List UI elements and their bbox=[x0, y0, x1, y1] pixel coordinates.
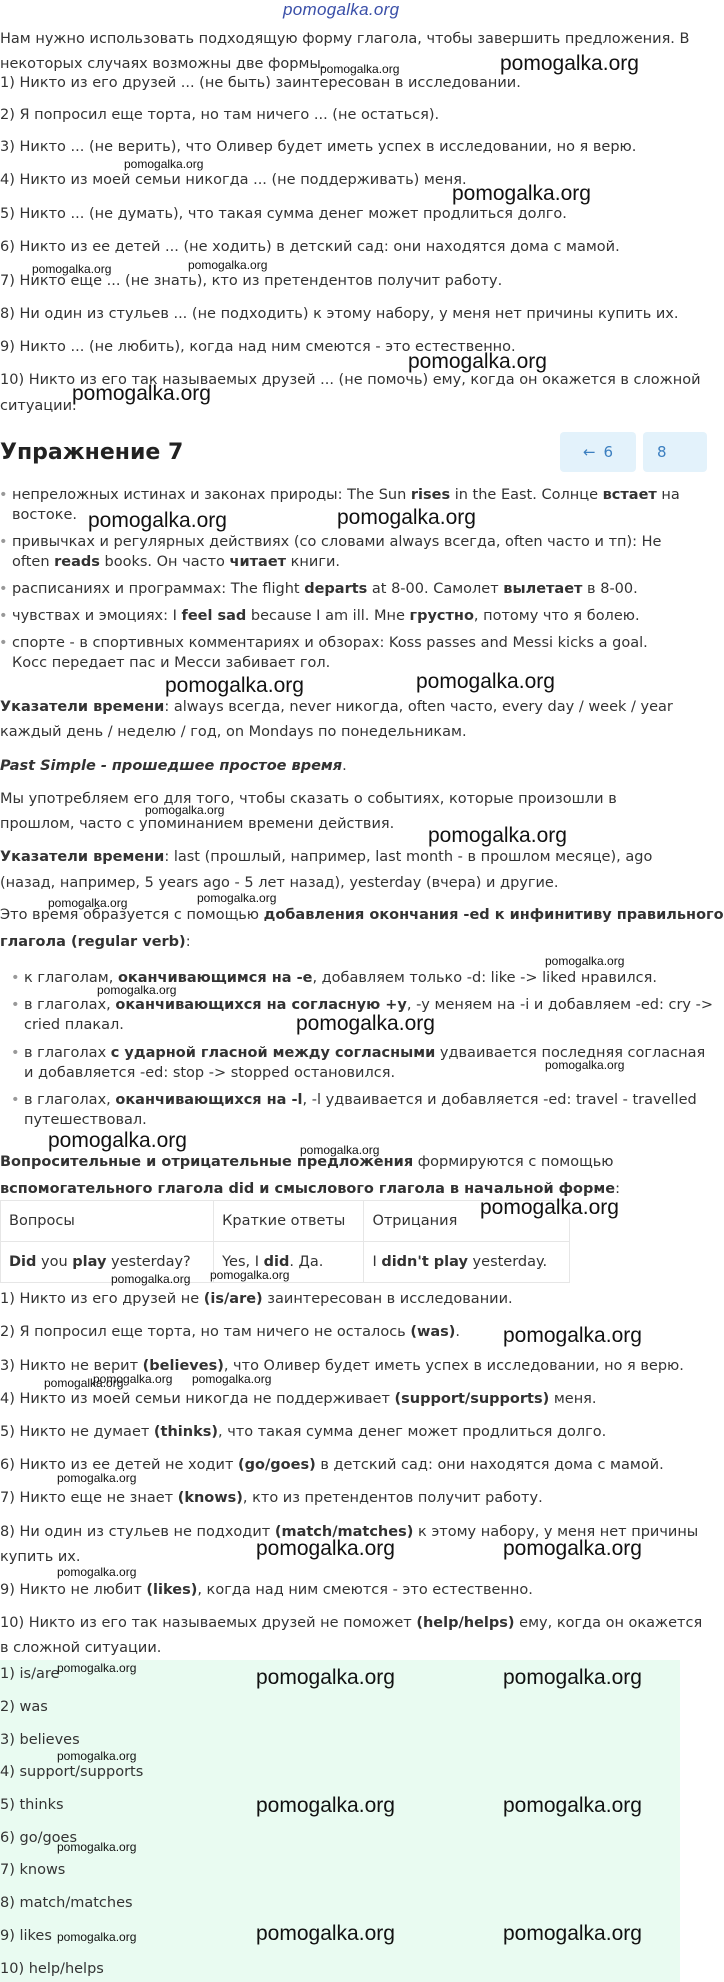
watermark: pomogalka.org bbox=[197, 891, 277, 905]
solution-line: 6) Никто из ее детей не ходит (go/goes) в детский сад: они находятся дома с мамой. bbox=[0, 1457, 664, 1473]
intro-line: Нам нужно использовать подходящую форму глагола, чтобы завершить предложения. В bbox=[0, 31, 690, 47]
solution-line: 8) Ни один из стульев не подходит (match/matches) к этому набору, у меня нет причины bbox=[0, 1524, 699, 1540]
watermark: pomogalka.org bbox=[256, 1537, 395, 1560]
time-markers-cont: каждый день / неделю / год, on Mondays по понедельникам. bbox=[0, 724, 467, 740]
watermark: pomogalka.org bbox=[97, 983, 177, 997]
watermark: pomogalka.org bbox=[296, 1012, 435, 1035]
list-item: • привычках и регулярных действиях (со словами always всегда, often часто и тп): He bbox=[12, 533, 661, 551]
watermark: pomogalka.org bbox=[480, 1196, 619, 1219]
list-item: • в глаголах, оканчивающихся на согласную +y, -у меняем на -i и добавляем -ed: cry -> bbox=[24, 996, 713, 1014]
list-item-cont: востоке. bbox=[12, 507, 77, 523]
solution-line: 3) Никто не верит (believes), что Оливер будет иметь успех в исследовании, но я верю. bbox=[0, 1358, 684, 1374]
time-markers-cont: (назад, например, 5 years ago - 5 лет назад), yesterday (вчера) и другие. bbox=[0, 875, 559, 891]
table-cell: Did you play yesterday? bbox=[1, 1242, 214, 1283]
watermark: pomogalka.org bbox=[192, 1372, 272, 1386]
next-exercise-number: 8 bbox=[657, 443, 667, 461]
watermark: pomogalka.org bbox=[124, 157, 204, 171]
time-markers: Указатели времени: last (прошлый, например, last month - в прошлом месяце), ago bbox=[0, 849, 653, 865]
watermark: pomogalka.org bbox=[256, 1922, 395, 1945]
table-cell: Yes, I did. Да. bbox=[214, 1242, 364, 1283]
next-exercise-button[interactable] bbox=[643, 432, 707, 472]
watermark: pomogalka.org bbox=[503, 1922, 642, 1945]
prev-exercise-button[interactable] bbox=[560, 432, 636, 472]
solution-line: 10) Никто из его так называемых друзей не поможет (help/helps) ему, когда он окажется bbox=[0, 1615, 703, 1631]
intro-line: некоторых случаях возможны две формы. bbox=[0, 56, 326, 72]
intro-line: 3) Никто ... (не верить), что Оливер будет иметь успех в исследовании, но я верю. bbox=[0, 139, 637, 155]
solution-line: 5) Никто не думает (thinks), что такая сумма денег может продлиться долго. bbox=[0, 1424, 607, 1440]
intro-line: 1) Никто из его друзей ... (не быть) заинтересован в исследовании. bbox=[0, 75, 521, 91]
solution-line: 1) Никто из его друзей не (is/are) заинтересован в исследовании. bbox=[0, 1291, 513, 1307]
exercise-title: Упражнение 7 bbox=[0, 440, 184, 465]
answer-item: 9) likes bbox=[0, 1928, 52, 1944]
watermark: pomogalka.org bbox=[320, 62, 400, 76]
watermark: pomogalka.org bbox=[210, 1268, 290, 1282]
watermark: pomogalka.org bbox=[165, 674, 304, 697]
watermark: pomogalka.org bbox=[256, 1666, 395, 1689]
past-simple-title: Past Simple - прошедшее простое время. bbox=[0, 758, 347, 774]
list-item: • спорте - в спортивных комментариях и обзорах: Koss passes and Messi kicks a goal. bbox=[12, 634, 648, 652]
intro-line: 7) Никто еще ... (не знать), кто из претендентов получит работу. bbox=[0, 273, 503, 289]
watermark: pomogalka.org bbox=[256, 1794, 395, 1817]
table-cell: I didn't play yesterday. bbox=[364, 1242, 570, 1283]
table-header: Краткие ответы bbox=[214, 1201, 364, 1242]
questions-rule-cont: вспомогательного глагола did и смыслового глагола в начальной форме: bbox=[0, 1181, 620, 1197]
table-header: Вопросы bbox=[1, 1201, 214, 1242]
watermark: pomogalka.org bbox=[48, 1129, 187, 1152]
watermark: pomogalka.org bbox=[44, 1376, 124, 1390]
solution-line-cont: купить их. bbox=[0, 1549, 81, 1565]
answer-item: 10) help/helps bbox=[0, 1961, 104, 1977]
watermark: pomogalka.org bbox=[300, 1143, 380, 1157]
answer-item: 7) knows bbox=[0, 1862, 66, 1878]
intro-line: ситуации. bbox=[0, 398, 77, 414]
list-item: • чувствах и эмоциях: I feel sad because I am ill. Мне грустно, потому что я болею. bbox=[12, 607, 640, 625]
watermark: pomogalka.org bbox=[452, 182, 591, 205]
arrow-left-icon: ← bbox=[582, 443, 596, 461]
paragraph: Мы употребляем его для того, чтобы сказать о событиях, которые произошли в bbox=[0, 791, 617, 807]
watermark: pomogalka.org bbox=[503, 1794, 642, 1817]
time-markers: Указатели времени: always всегда, never никогда, often часто, every day / week / year bbox=[0, 699, 673, 715]
watermark: pomogalka.org bbox=[503, 1666, 642, 1689]
answer-item: 8) match/matches bbox=[0, 1895, 133, 1911]
watermark: pomogalka.org bbox=[545, 954, 625, 968]
list-item-cont: Косс передает пас и Месси забивает гол. bbox=[12, 655, 331, 671]
watermark: pomogalka.org bbox=[32, 262, 112, 276]
answer-item: 5) thinks bbox=[0, 1797, 64, 1813]
paragraph: прошлом, часто с упоминанием времени действия. bbox=[0, 816, 395, 832]
intro-line: 9) Никто ... (не любить), когда над ним смеются - это естественно. bbox=[0, 339, 516, 355]
answer-item: 3) believes bbox=[0, 1732, 80, 1748]
list-item-cont: и добавляется -ed: stop -> stopped остановился. bbox=[24, 1065, 396, 1081]
list-item-cont: often reads books. Он часто читает книги. bbox=[12, 554, 340, 570]
intro-line: 8) Ни один из стульев ... (не подходить) к этому набору, у меня нет причины купить их. bbox=[0, 306, 679, 322]
watermark: pomogalka.org bbox=[72, 382, 211, 405]
watermark: pomogalka.org bbox=[57, 1749, 137, 1763]
answer-item: 1) is/are bbox=[0, 1666, 60, 1682]
formation-rule: Это время образуется с помощью добавления окончания -ed к инфинитиву правильного bbox=[0, 907, 724, 923]
watermark: pomogalka.org bbox=[57, 1565, 137, 1579]
solution-line: 2) Я попросил еще торта, но там ничего не осталось (was). bbox=[0, 1324, 461, 1340]
solution-line: 7) Никто еще не знает (knows), кто из претендентов получит работу. bbox=[0, 1490, 543, 1506]
watermark: pomogalka.org bbox=[503, 1324, 642, 1347]
watermark: pomogalka.org bbox=[337, 506, 476, 529]
questions-rule: Вопросительные и отрицательные предложения формируются с помощью bbox=[0, 1154, 614, 1170]
watermark: pomogalka.org bbox=[503, 1537, 642, 1560]
watermark: pomogalka.org bbox=[416, 670, 555, 693]
watermark: pomogalka.org bbox=[500, 52, 639, 75]
watermark: pomogalka.org bbox=[545, 1058, 625, 1072]
watermark: pomogalka.org bbox=[57, 1840, 137, 1854]
watermark: pomogalka.org bbox=[57, 1661, 137, 1675]
answer-item: 4) support/supports bbox=[0, 1764, 144, 1780]
intro-line: 2) Я попросил еще торта, но там ничего ... (не остаться). bbox=[0, 107, 440, 123]
solution-line-cont: в сложной ситуации. bbox=[0, 1640, 162, 1656]
formation-rule-cont: глагола (regular verb): bbox=[0, 934, 191, 950]
intro-line: 4) Никто из моей семьи никогда ... (не поддерживать) меня. bbox=[0, 172, 467, 188]
table-header: Отрицания bbox=[364, 1201, 570, 1242]
watermark: pomogalka.org bbox=[111, 1272, 191, 1286]
intro-line: 10) Никто из его так называемых друзей ... (не помочь) ему, когда он окажется в сложной bbox=[0, 372, 701, 388]
watermark: pomogalka.org bbox=[408, 350, 547, 373]
list-item: • к глаголам, оканчивающимся на -e, добавляем только -d: like -> liked нравился. bbox=[24, 969, 657, 987]
answer-item: 2) was bbox=[0, 1699, 48, 1715]
intro-line: 5) Никто ... (не думать), что такая сумма денег может продлиться долго. bbox=[0, 206, 567, 222]
list-item: • непреложных истинах и законах природы: The Sun rises in the East. Солнце встает на bbox=[12, 486, 680, 504]
watermark: pomogalka.org bbox=[57, 1930, 137, 1944]
answer-item: 6) go/goes bbox=[0, 1830, 78, 1846]
watermark: pomogalka.org bbox=[48, 896, 128, 910]
watermark: pomogalka.org bbox=[57, 1471, 137, 1485]
intro-line: 6) Никто из ее детей ... (не ходить) в детский сад: они находятся дома с мамой. bbox=[0, 239, 620, 255]
list-item: • в глаголах с ударной гласной между согласными удваивается последняя согласная bbox=[24, 1044, 705, 1062]
list-item: • расписаниях и программах: The flight departs at 8-00. Самолет вылетает в 8-00. bbox=[12, 580, 638, 598]
solution-line: 9) Никто не любит (likes), когда над ним смеются - это естественно. bbox=[0, 1582, 533, 1598]
list-item-cont: cried плакал. bbox=[24, 1017, 124, 1033]
solution-line: 4) Никто из моей семьи никогда не поддерживает (support/supports) меня. bbox=[0, 1391, 597, 1407]
list-item-cont: путешествовал. bbox=[24, 1112, 147, 1128]
watermark: pomogalka.org bbox=[428, 824, 567, 847]
prev-exercise-number: 6 bbox=[603, 443, 614, 461]
list-item: • в глаголах, оканчивающихся на -l, -l удваивается и добавляется -ed: travel - travelled bbox=[24, 1091, 697, 1109]
header-logo[interactable]: pomogalka.org bbox=[283, 0, 400, 19]
watermark: pomogalka.org bbox=[145, 803, 225, 817]
watermark: pomogalka.org bbox=[88, 509, 227, 532]
watermark: pomogalka.org bbox=[188, 258, 268, 272]
watermark: pomogalka.org bbox=[93, 1372, 173, 1386]
